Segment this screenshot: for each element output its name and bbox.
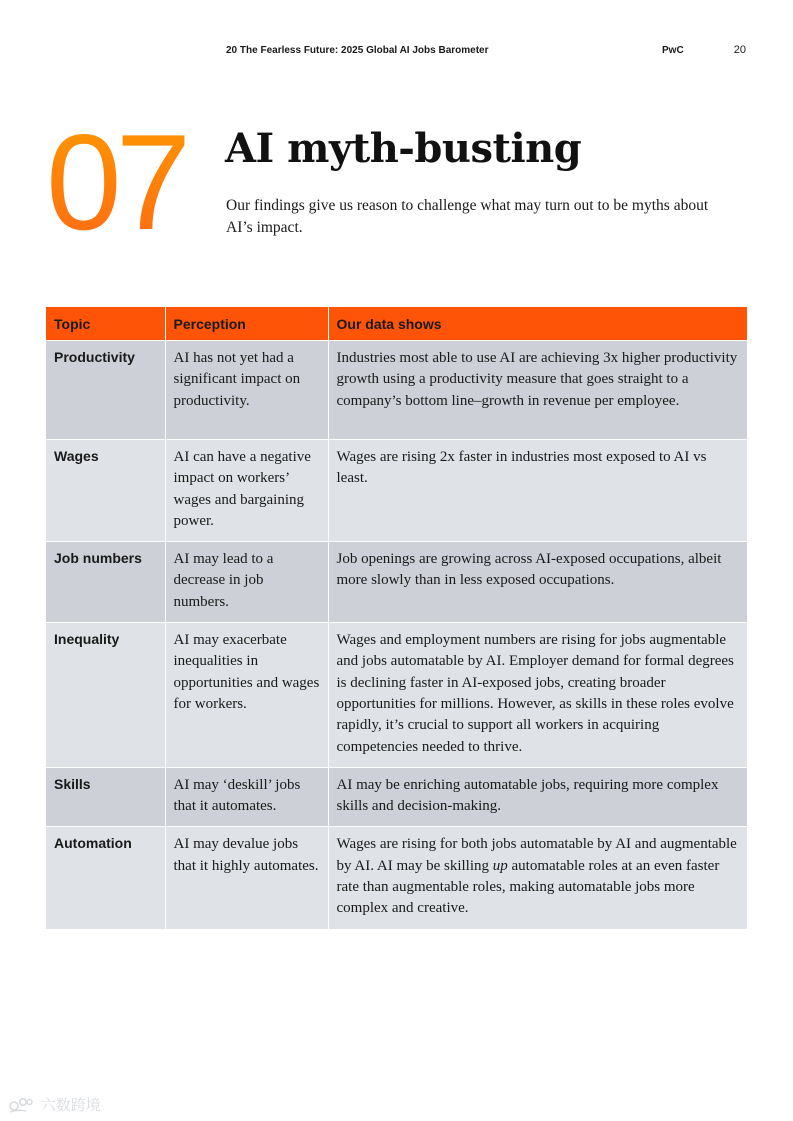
topic-cell: Skills [46,767,165,827]
data-cell: AI may be enriching automatable jobs, requiring more complex skills and decision-making. [328,767,747,827]
column-header-perception: Perception [165,307,328,341]
watermark-text: 六数跨境 [40,1096,101,1114]
data-cell: Job openings are growing across AI-exposed occupations, albeit more slowly than in less exposed occupations. [328,542,747,623]
topic-cell: Productivity [46,341,165,440]
data-cell: Wages and employment numbers are rising for jobs augmentable and jobs automatable by AI. Employer demand for formal degrees is declining faster in AI-exposed jobs, creating broader opportunities for millions. However, as skills in these roles evolve rapidly, it’s crucial to support all workers in acquiring competencies needed to thrive. [328,623,747,768]
topic-cell: Wages [46,440,165,542]
watermark [8,1094,101,1116]
perception-cell: AI has not yet had a significant impact on productivity. [165,341,328,440]
column-header-topic: Topic [46,307,165,341]
chapter-number: 07 [46,106,186,258]
data-cell [328,827,747,929]
table-row [46,440,747,542]
myth-busting-table [46,307,747,930]
running-title: 20 The Fearless Future: 2025 Global AI Jobs Barometer [226,45,489,56]
data-text-emphasis: up [492,857,508,874]
perception-cell: AI can have a negative impact on workers’ wages and bargaining power. [165,440,328,542]
intro-paragraph: Our findings give us reason to challenge what may turn out to be myths about AI’s impact. [226,197,709,236]
perception-cell: AI may lead to a decrease in job numbers. [165,542,328,623]
table-row [46,827,747,929]
watermark-logo-icon [8,1096,34,1114]
perception-cell: AI may exacerbate inequalities in opportunities and wages for workers. [165,623,328,768]
brand-name: PwC [662,45,684,56]
table-row [46,767,747,827]
page-title: AI myth-busting [225,125,582,172]
topic-cell: Job numbers [46,542,165,623]
data-text-after: automatable roles at an even faster rate than augmentable roles, making automatable jobs more complex and creative. [336,857,720,917]
perception-cell: AI may ‘deskill’ jobs that it automates. [165,767,328,827]
table-header-row [46,307,747,341]
data-cell: Wages are rising 2x faster in industries most exposed to AI vs least. [328,440,747,542]
topic-cell: Inequality [46,623,165,768]
perception-cell: AI may devalue jobs that it highly automates. [165,827,328,929]
table-row [46,623,747,768]
table-row [46,542,747,623]
column-header-data: Our data shows [328,307,747,341]
running-header [226,44,746,60]
data-text-before: Wages are rising for both jobs automatable by AI and augmentable by AI. AI may be skilling [336,836,737,874]
topic-cell: Automation [46,827,165,929]
data-cell: Industries most able to use AI are achieving 3x higher productivity growth using a productivity measure that goes straight to a company’s bottom line–growth in revenue per employee. [328,341,747,440]
page-number: 20 [733,44,746,56]
table-row [46,341,747,440]
